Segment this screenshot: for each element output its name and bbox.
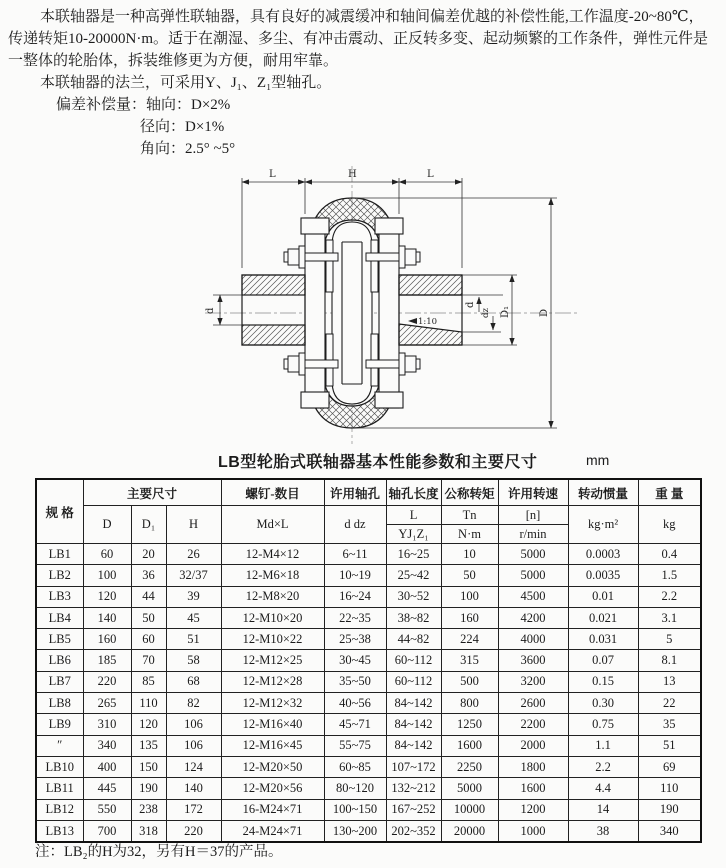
table-cell: 84~142 — [386, 714, 441, 735]
table-cell: 3200 — [498, 671, 568, 692]
table-body — [36, 544, 701, 843]
intro-line-6: 径向：D×1% — [140, 119, 225, 135]
table-cell: 100 — [441, 586, 498, 607]
table-cell: 700 — [83, 820, 131, 842]
intro-line-2: 传递转矩10-20000N·m。适于在潮湿、多尘、有冲击震动、正反转多变、起动频繁的工作条件，弹性元件是 — [8, 31, 708, 47]
table-cell: 13 — [638, 671, 701, 692]
table-row — [36, 650, 701, 671]
table-cell: 0.0035 — [568, 565, 638, 586]
table-cell: 14 — [568, 799, 638, 820]
table-cell: LB11 — [36, 778, 83, 799]
table-cell: LB1 — [36, 544, 83, 565]
intro-line-5: 偏差补偿量：轴向：D×2% — [56, 97, 231, 113]
table-cell: 69 — [638, 756, 701, 777]
table-cell: 80~120 — [324, 778, 386, 799]
table-cell: 85 — [131, 671, 166, 692]
table-cell: 44 — [131, 586, 166, 607]
table-cell: 2600 — [498, 693, 568, 714]
table-cell: 190 — [131, 778, 166, 799]
table-cell: 445 — [83, 778, 131, 799]
table-cell: 106 — [166, 714, 221, 735]
table-cell: 12-M16×45 — [221, 735, 324, 756]
table-cell: 84~142 — [386, 735, 441, 756]
table-cell: 100 — [83, 565, 131, 586]
dim-label-d-right: d — [465, 301, 476, 308]
intro-paragraphs — [8, 6, 720, 160]
table-row — [36, 799, 701, 820]
table-cell: 167~252 — [386, 799, 441, 820]
table-cell: 20 — [131, 544, 166, 565]
table-cell: 0.031 — [568, 629, 638, 650]
table-cell: 12-M8×20 — [221, 586, 324, 607]
intro-line-1: 本联轴器是一种高弹性联轴器，具有良好的减震缓冲和轴间偏差优越的补偿性能,工作温度-20~80℃， — [40, 9, 704, 25]
table-cell: 172 — [166, 799, 221, 820]
table-cell: 1600 — [498, 778, 568, 799]
table-cell: LB6 — [36, 650, 83, 671]
table-cell: 12-M10×20 — [221, 607, 324, 628]
table-cell: 3.1 — [638, 607, 701, 628]
table-cell: 55~75 — [324, 735, 386, 756]
table-cell: LB3 — [36, 586, 83, 607]
table-cell: 220 — [166, 820, 221, 842]
table-cell: LB4 — [36, 607, 83, 628]
table-cell: 5000 — [498, 544, 568, 565]
table-row — [36, 778, 701, 799]
col-speed: 许用转速 — [498, 479, 568, 506]
table-cell: 12-M12×25 — [221, 650, 324, 671]
table-cell: 0.0003 — [568, 544, 638, 565]
table-cell: 106 — [166, 735, 221, 756]
table-cell: 0.75 — [568, 714, 638, 735]
intro-line-3: 一整体的轮胎体，拆装维修更为方便，耐用牢靠。 — [8, 53, 339, 69]
table-cell: 36 — [131, 565, 166, 586]
table-cell: LB10 — [36, 756, 83, 777]
table-cell: 60~112 — [386, 650, 441, 671]
table-cell: 12-M16×40 — [221, 714, 324, 735]
table-cell: 8.1 — [638, 650, 701, 671]
table-cell: 12-M20×56 — [221, 778, 324, 799]
table-cell: 45 — [166, 607, 221, 628]
table-cell: 16~25 — [386, 544, 441, 565]
table-cell: 135 — [131, 735, 166, 756]
table-cell: 160 — [83, 629, 131, 650]
dim-label-dz: dz — [481, 308, 491, 318]
table-cell: 60~85 — [324, 756, 386, 777]
table-cell: 68 — [166, 671, 221, 692]
dim-label-H: H — [348, 169, 357, 180]
table-cell: 5000 — [441, 778, 498, 799]
table-cell: 140 — [83, 607, 131, 628]
table-cell: 2.2 — [568, 756, 638, 777]
table-cell: 124 — [166, 756, 221, 777]
table-cell: 132~212 — [386, 778, 441, 799]
table-cell: 50 — [131, 607, 166, 628]
table-cell: 26 — [166, 544, 221, 565]
dim-label-D1: D₁ — [500, 305, 511, 318]
table-cell: 315 — [441, 650, 498, 671]
col-torque-unit: N·m — [441, 525, 498, 544]
table-cell: 24-M24×71 — [221, 820, 324, 842]
table-cell: 60 — [131, 629, 166, 650]
intro-line-4: 本联轴器的法兰，可采用Y、J₁、Z₁型轴孔。 — [40, 75, 332, 91]
table-cell: LB12 — [36, 799, 83, 820]
table-cell: 265 — [83, 693, 131, 714]
table-cell: 40~56 — [324, 693, 386, 714]
col-bore-sym: d dz — [324, 506, 386, 544]
col-torque-sym: Tn — [441, 506, 498, 525]
table-cell: 150 — [131, 756, 166, 777]
table-cell: 3600 — [498, 650, 568, 671]
table-cell: LB5 — [36, 629, 83, 650]
table-cell: 60~112 — [386, 671, 441, 692]
table-cell: 12-M12×28 — [221, 671, 324, 692]
table-cell: 220 — [83, 671, 131, 692]
table-cell: 120 — [83, 586, 131, 607]
table-cell: 0.07 — [568, 650, 638, 671]
table-cell: 4000 — [498, 629, 568, 650]
dim-label-L-right: L — [427, 169, 434, 180]
table-cell: 160 — [441, 607, 498, 628]
table-cell: 12-M20×50 — [221, 756, 324, 777]
left-hub — [242, 275, 305, 345]
intro-line-7: 角向：2.5° ~5° — [140, 141, 236, 157]
coupling-section-drawing — [105, 158, 615, 450]
table-cell: LB9 — [36, 714, 83, 735]
table-cell: 2250 — [441, 756, 498, 777]
col-inertia: 转动惯量 — [568, 479, 638, 506]
table-cell: 30~45 — [324, 650, 386, 671]
table-cell: 50 — [441, 565, 498, 586]
table-cell: 2200 — [498, 714, 568, 735]
table-cell: 2.2 — [638, 586, 701, 607]
table-cell: 70 — [131, 650, 166, 671]
table-cell: 202~352 — [386, 820, 441, 842]
table-title: LB型轮胎式联轴器基本性能参数和主要尺寸 — [218, 454, 538, 471]
table-cell: 4.4 — [568, 778, 638, 799]
table-cell: 10 — [441, 544, 498, 565]
col-D1: D₁ — [131, 506, 166, 544]
table-row — [36, 607, 701, 628]
table-cell: 1600 — [441, 735, 498, 756]
table-cell: 4500 — [498, 586, 568, 607]
table-cell: 5000 — [498, 565, 568, 586]
table-cell: 45~71 — [324, 714, 386, 735]
table-cell: 1250 — [441, 714, 498, 735]
table-cell: 6~11 — [324, 544, 386, 565]
table-cell: 10000 — [441, 799, 498, 820]
col-main-dims: 主要尺寸 — [83, 479, 221, 506]
table-cell: 22~35 — [324, 607, 386, 628]
col-bore-length-types: YJ₁Z₁ — [386, 525, 441, 544]
table-cell: 1200 — [498, 799, 568, 820]
table-unit-label: mm — [586, 452, 610, 468]
table-cell: 20000 — [441, 820, 498, 842]
table-cell: 22 — [638, 693, 701, 714]
table-row — [36, 544, 701, 565]
table-cell: 12-M4×12 — [221, 544, 324, 565]
table-cell: 58 — [166, 650, 221, 671]
table-cell: 110 — [131, 693, 166, 714]
table-cell: 12-M10×22 — [221, 629, 324, 650]
table-cell: 39 — [166, 586, 221, 607]
table-cell: 35~50 — [324, 671, 386, 692]
table-cell: 100~150 — [324, 799, 386, 820]
table-cell: 400 — [83, 756, 131, 777]
inner-sleeve — [332, 222, 372, 404]
table-cell: 310 — [83, 714, 131, 735]
dim-label-d-left: d — [205, 307, 216, 314]
table-cell: 120 — [131, 714, 166, 735]
table-cell: 82 — [166, 693, 221, 714]
col-screws: 螺钉-数目 — [221, 479, 324, 506]
table-cell: 340 — [638, 820, 701, 842]
table-cell: 107~172 — [386, 756, 441, 777]
table-header — [36, 479, 701, 544]
table-cell: 30~52 — [386, 586, 441, 607]
footnote: 注：LB₂的H为32，另有H＝37的产品。 — [35, 844, 283, 860]
table-cell: 32/37 — [166, 565, 221, 586]
table-row — [36, 756, 701, 777]
col-bore-length: 轴孔长度 — [386, 479, 441, 506]
table-cell: 500 — [441, 671, 498, 692]
table-cell: 0.15 — [568, 671, 638, 692]
table-cell: 16-M24×71 — [221, 799, 324, 820]
dim-label-D: D — [539, 308, 550, 317]
table-cell: 51 — [638, 735, 701, 756]
table-cell: LB7 — [36, 671, 83, 692]
table-cell: 800 — [441, 693, 498, 714]
table-cell: 5 — [638, 629, 701, 650]
table-cell: 340 — [83, 735, 131, 756]
table-cell: 2000 — [498, 735, 568, 756]
table-cell: 0.01 — [568, 586, 638, 607]
table-cell: ″ — [36, 735, 83, 756]
col-torque: 公称转矩 — [441, 479, 498, 506]
col-weight-unit: kg — [638, 506, 701, 544]
spec-table — [35, 478, 702, 843]
table-cell: 1000 — [498, 820, 568, 842]
table-cell: 10~19 — [324, 565, 386, 586]
table-row — [36, 671, 701, 692]
dimension-left-bore — [213, 295, 242, 325]
col-bore-length-sym: L — [386, 506, 441, 525]
table-cell: 16~24 — [324, 586, 386, 607]
table-cell: 4200 — [498, 607, 568, 628]
table-cell: 1.5 — [638, 565, 701, 586]
table-cell: 25~38 — [324, 629, 386, 650]
table-cell: 224 — [441, 629, 498, 650]
table-cell: 38~82 — [386, 607, 441, 628]
col-speed-unit: r/min — [498, 525, 568, 544]
table-row — [36, 693, 701, 714]
col-screws-sym: Md×L — [221, 506, 324, 544]
table-cell: 130~200 — [324, 820, 386, 842]
table-cell: 140 — [166, 778, 221, 799]
table-cell: LB2 — [36, 565, 83, 586]
table-cell: LB8 — [36, 693, 83, 714]
table-cell: 0.30 — [568, 693, 638, 714]
table-cell: 185 — [83, 650, 131, 671]
col-spec: 规 格 — [36, 479, 83, 544]
table-cell: 110 — [638, 778, 701, 799]
table-cell: 318 — [131, 820, 166, 842]
table-row — [36, 629, 701, 650]
table-cell: 1.1 — [568, 735, 638, 756]
table-cell: 51 — [166, 629, 221, 650]
col-weight: 重 量 — [638, 479, 701, 506]
table-row — [36, 714, 701, 735]
table-cell: 12-M6×18 — [221, 565, 324, 586]
table-cell: 550 — [83, 799, 131, 820]
dim-label-L-left: L — [269, 169, 276, 180]
col-D: D — [83, 506, 131, 544]
table-cell: 38 — [568, 820, 638, 842]
table-row — [36, 565, 701, 586]
col-H: H — [166, 506, 221, 544]
right-hub — [399, 275, 462, 345]
table-cell: 35 — [638, 714, 701, 735]
table-row — [36, 820, 701, 842]
table-cell: 0.021 — [568, 607, 638, 628]
table-cell: 44~82 — [386, 629, 441, 650]
taper-label: 1:10 — [418, 317, 438, 327]
col-speed-sym: [n] — [498, 506, 568, 525]
table-cell: 190 — [638, 799, 701, 820]
table-cell: 238 — [131, 799, 166, 820]
table-cell: 0.4 — [638, 544, 701, 565]
table-cell: LB13 — [36, 820, 83, 842]
col-inertia-unit: kg·m² — [568, 506, 638, 544]
table-cell: 84~142 — [386, 693, 441, 714]
table-cell: 12-M12×32 — [221, 693, 324, 714]
col-bore: 许用轴孔 — [324, 479, 386, 506]
table-cell: 60 — [83, 544, 131, 565]
table-cell: 1800 — [498, 756, 568, 777]
table-cell: 25~42 — [386, 565, 441, 586]
table-row — [36, 586, 701, 607]
table-row — [36, 735, 701, 756]
